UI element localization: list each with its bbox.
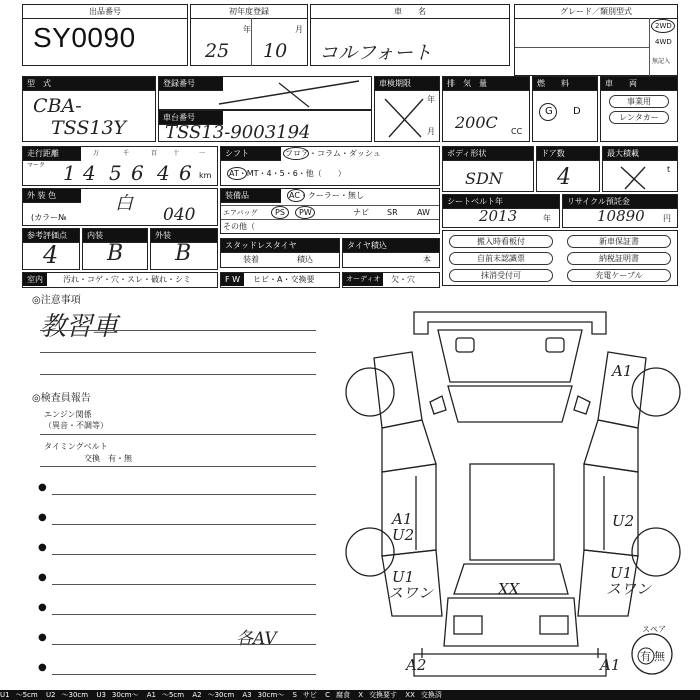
doors-label: ドア数 xyxy=(537,147,599,161)
extra-self-recognition: 自前未認識票 xyxy=(449,252,553,265)
drive-4wd: 4WD xyxy=(655,38,672,46)
first-reg-month: 10 xyxy=(263,40,288,62)
first-registration-label: 初年度登録 xyxy=(191,5,307,19)
fw-box xyxy=(220,272,340,288)
car-name-label: 車 名 xyxy=(311,5,509,19)
fuel-g: G xyxy=(545,106,553,117)
note-bullet: ● xyxy=(38,542,47,553)
legend-item: 交換要す xyxy=(369,691,398,699)
eval-box xyxy=(22,228,80,270)
note-bullet: ● xyxy=(38,662,47,673)
interior-condition-box xyxy=(22,272,218,288)
exterior-grade-label: 外装 xyxy=(151,229,217,243)
seatbelt-label: シートベルト年 xyxy=(443,195,559,209)
legend-item: 30cm～ xyxy=(257,691,285,699)
audio-label: オーディオ xyxy=(343,273,383,286)
mileage-digit: 4 xyxy=(157,161,170,185)
car-name-box xyxy=(310,4,510,66)
legend-item: 腐食 xyxy=(336,691,351,699)
legend-item: 30cm～ xyxy=(111,691,139,699)
first-registration-box xyxy=(190,4,308,66)
studless-label: スタッドレスタイヤ xyxy=(221,239,339,253)
mileage-digit: 1 xyxy=(63,161,76,185)
displacement-box xyxy=(442,76,530,142)
model-label: 型 式 xyxy=(23,77,155,91)
note-bullet: ● xyxy=(38,632,47,643)
engine-label: エンジン関係 xyxy=(44,410,92,419)
vehicle-use-label: 車 両 xyxy=(601,77,677,91)
fw-items: ヒビ・A・交換要 xyxy=(253,275,315,284)
fuel-label: 燃 料 xyxy=(533,77,597,91)
shift-line2: AT・MT・4・5・6・他（ ） xyxy=(229,169,346,178)
first-reg-year: 25 xyxy=(205,40,230,62)
drive-2wd: 2WD xyxy=(655,22,672,30)
engine-sub-label: （異音・不調等） xyxy=(44,421,108,430)
capacity-unit: t xyxy=(667,165,671,174)
body-type-label: ボディ形状 xyxy=(443,147,533,161)
mileage-mark: マーク xyxy=(27,162,46,169)
note-bullet: ● xyxy=(38,572,47,583)
recycle-unit: 円 xyxy=(663,214,671,223)
mark-right-rear-2: スワン xyxy=(606,580,652,598)
color-code-value: 040 xyxy=(163,205,196,225)
km-unit: km xyxy=(199,171,212,180)
lot-number: SY0090 xyxy=(33,22,136,53)
mileage-unit-hyaku: 百 xyxy=(151,150,158,157)
vehicle-use-box xyxy=(600,76,678,142)
equipment-other: その他（ xyxy=(223,222,255,231)
inspection-year-unit: 年 xyxy=(427,95,435,104)
mileage-unit-man: 万 xyxy=(93,150,100,157)
equipment-ps: PS xyxy=(275,208,285,217)
displacement-value: 200C xyxy=(455,113,498,132)
registration-label: 登録番号 xyxy=(159,77,223,91)
equipment-navi: ナビ xyxy=(353,208,369,217)
equipment-airbag: エアバッグ xyxy=(223,209,258,217)
cc-unit: CC xyxy=(511,127,523,136)
mark-bottom-left: A2 xyxy=(406,656,427,674)
interior-grade-label: 内装 xyxy=(83,229,147,243)
legend-item: サビ xyxy=(302,691,317,699)
interior-grade-value: B xyxy=(107,241,124,266)
mark-left-door-2: U2 xyxy=(392,526,415,544)
color-box xyxy=(22,188,218,226)
equipment-line1: AC・クーラー・無し xyxy=(289,191,364,200)
tire-load-box xyxy=(342,238,440,268)
shift-line1: フロア・コラム・ダッシュ xyxy=(285,149,381,158)
registration-box xyxy=(158,76,372,110)
mark-center: XX xyxy=(498,580,520,598)
doors-value: 4 xyxy=(557,165,571,190)
grade-label: グレード／類別型式 xyxy=(515,5,677,19)
fw-label: F W xyxy=(221,273,244,286)
interior-condition-items: 汚れ・コゲ・穴・スレ・破れ・シミ xyxy=(63,275,191,284)
chassis-number: TSS13-9003194 xyxy=(165,122,311,143)
model-box xyxy=(22,76,156,142)
equipment-pw: PW xyxy=(299,208,312,217)
use-business: 事業用 xyxy=(609,95,669,108)
mark-left-rear-1: U1 xyxy=(392,568,415,586)
exterior-grade-value: B xyxy=(175,241,192,266)
chassis-box xyxy=(158,110,372,142)
seatbelt-unit: 年 xyxy=(543,214,551,223)
timing-label: タイミングベルト xyxy=(44,442,108,451)
spare-label: スペア xyxy=(642,625,666,634)
mileage-digit: 4 xyxy=(83,161,96,185)
interior-condition-label: 室内 xyxy=(23,273,47,286)
inspection-month-unit: 月 xyxy=(427,127,435,136)
capacity-box xyxy=(602,146,678,192)
damage-legend xyxy=(0,690,700,700)
legend-item: ～30cm xyxy=(207,691,235,699)
color-code-label: (カラー№ xyxy=(31,213,67,222)
recycle-box xyxy=(562,194,678,228)
mileage-digit: 5 xyxy=(109,161,122,185)
equipment-box xyxy=(220,188,440,234)
legend-item: U2 xyxy=(45,691,56,699)
tire-load-label: タイヤ積込 xyxy=(343,239,439,253)
eval-label: 参考評価点 xyxy=(23,229,79,243)
legend-item: XX xyxy=(405,691,415,699)
mark-bottom-right: A1 xyxy=(600,656,621,674)
lot-number-label: 出品番号 xyxy=(23,5,187,19)
caution-value: 教習車 xyxy=(40,312,119,342)
displacement-label: 排 気 量 xyxy=(443,77,529,91)
grade-box xyxy=(514,4,678,76)
inspection-box xyxy=(374,76,440,142)
legend-item: X xyxy=(358,691,364,699)
inspection-label: 車検期限 xyxy=(375,77,439,91)
seatbelt-box xyxy=(442,194,560,228)
note-handwritten: 各AV xyxy=(236,629,277,649)
mileage-unit-ichi: 一 xyxy=(199,150,206,157)
audio-items: 欠・穴 xyxy=(391,275,415,284)
body-type-value: SDN xyxy=(465,169,503,188)
audio-box xyxy=(342,272,440,288)
extra-signboard: 搬入時看板付 xyxy=(449,235,553,248)
legend-item: A1 xyxy=(146,691,156,699)
equipment-label: 装備品 xyxy=(221,189,281,203)
shift-box xyxy=(220,146,440,186)
note-bullet: ● xyxy=(38,602,47,613)
mileage-unit-sen: 千 xyxy=(123,150,130,157)
equipment-aw: AW xyxy=(417,208,430,217)
spare-yes: 有 xyxy=(640,650,651,663)
mileage-unit-juu: 十 xyxy=(173,150,180,157)
eval-value: 4 xyxy=(43,241,59,269)
drive-none: 無記入 xyxy=(652,58,671,65)
mileage-digit: 6 xyxy=(179,161,192,185)
extra-new-car-warranty: 新車保証書 xyxy=(567,235,671,248)
interior-grade-box xyxy=(82,228,148,270)
legend-item: 交換済 xyxy=(420,691,442,699)
use-rental: レンタカー xyxy=(609,111,669,124)
equipment-sr: SR xyxy=(387,208,398,217)
legend-item: U3 xyxy=(96,691,106,699)
legend-item: ～5cm xyxy=(15,691,38,699)
legend-item: A3 xyxy=(242,691,252,699)
mark-right-rear-1: U1 xyxy=(610,564,633,582)
mark-left-rear-2: スワン xyxy=(388,584,434,602)
capacity-label: 最大積載 xyxy=(603,147,677,161)
extras-box xyxy=(442,230,678,286)
color-label: 外 装 色 xyxy=(23,189,81,203)
studless-loaded: 積込 xyxy=(297,255,313,264)
studless-mounted: 装着 xyxy=(243,255,259,264)
legend-item: ～5cm xyxy=(161,691,185,699)
note-bullet: ● xyxy=(38,482,47,493)
mark-right-door: U2 xyxy=(612,512,635,530)
mileage-box xyxy=(22,146,218,186)
tire-unit: 本 xyxy=(423,255,431,264)
caution-label: ◎注意事項 xyxy=(32,295,81,306)
mark-left-door-1: A1 xyxy=(392,510,413,528)
exterior-grade-box xyxy=(150,228,218,270)
legend-item: ～30cm xyxy=(61,691,89,699)
legend-item: U1 xyxy=(0,691,10,699)
year-unit: 年 xyxy=(243,25,251,34)
month-unit: 月 xyxy=(295,25,303,34)
studless-box xyxy=(220,238,340,268)
timing-exchange: 交換 有・無 xyxy=(84,454,132,463)
extra-cancellation: 抹消受付可 xyxy=(449,269,553,282)
model-line1: CBA- xyxy=(33,95,82,117)
lot-number-box xyxy=(22,4,188,66)
legend-item: C xyxy=(325,691,331,699)
extra-tax-certificate: 納税証明書 xyxy=(567,252,671,265)
spare-no: 無 xyxy=(654,650,665,663)
mileage-digit: 6 xyxy=(131,161,144,185)
body-type-box xyxy=(442,146,534,192)
seatbelt-value: 2013 xyxy=(479,207,518,225)
mileage-label: 走行距離 xyxy=(23,147,81,161)
shift-label: シフト xyxy=(221,147,281,161)
inspector-label: ◎検査員報告 xyxy=(32,393,91,404)
legend-item: A2 xyxy=(192,691,202,699)
recycle-value: 10890 xyxy=(597,207,645,225)
extra-charge-cable: 充電ケーブル xyxy=(567,269,671,282)
model-line2: TSS13Y xyxy=(51,117,127,139)
fuel-box xyxy=(532,76,598,142)
note-bullet: ● xyxy=(38,512,47,523)
chassis-label: 車台番号 xyxy=(159,111,223,125)
legend-item: S xyxy=(292,691,297,699)
vehicle-diagram xyxy=(330,300,700,690)
fuel-d: D xyxy=(573,106,581,117)
color-value: 白 xyxy=(115,193,133,214)
mark-front-right: A1 xyxy=(612,362,633,380)
car-name: コルフォート xyxy=(319,42,433,64)
doors-box xyxy=(536,146,600,192)
recycle-label: リサイクル預託金 xyxy=(563,195,677,209)
